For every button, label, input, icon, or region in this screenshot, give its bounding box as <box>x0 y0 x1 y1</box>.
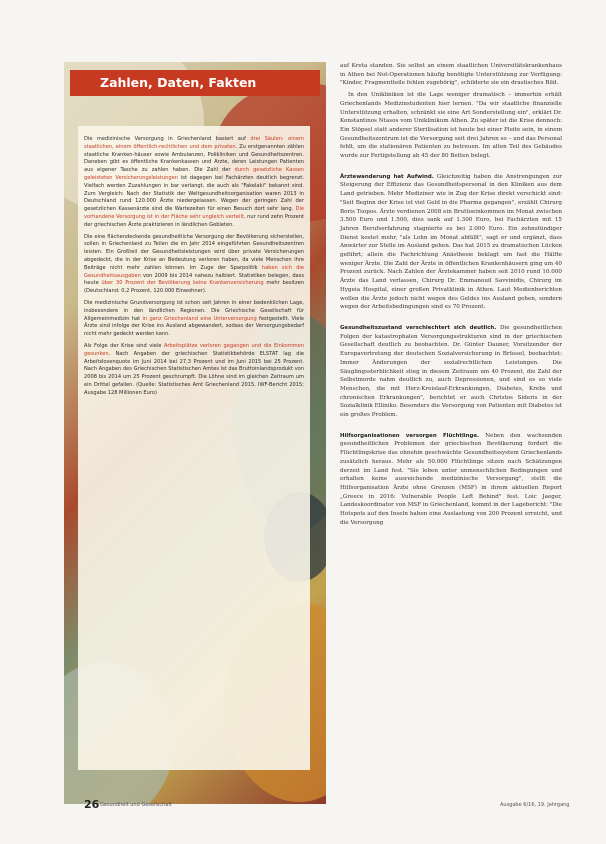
highlighted-text: Die vorhandene Versorgung ist in der Fläche sehr ungleich verteilt, <box>84 206 304 220</box>
facts-text: festgestellt. Viele Ärzte sind infolge der Krise ins Ausland abgewandert, sodass der Versorgungsbedarf nicht mehr gedeckt werden kann. <box>84 315 304 338</box>
article-section <box>340 324 562 420</box>
article-section <box>340 432 562 528</box>
sidebar-title: Zahlen, Daten, Fakten <box>100 75 257 90</box>
article-paragraph: In den Unikliniken ist die Lage weniger dramatisch – immerhin erhält Griechenlands Medizinstudenten hier lernen. "Da wir staatliche finanzielle Unterstützung erhalten, schränkt sie eine Art Sonderstellung ein", erklärt Dr. Konstantinos Ntasos vom Uniklinikum Athen. Zu später ist die Krise dennoch: Ein Stöpsel statt anderer Sterilisation ist heute bei einer Pleite sein, in einem Gesundheitszentrum ist die Versorgung seit drei Jahren so – und das Personal fehlt, um die stationären Patienten zu betreuen. Im alten Teil des Gebäudes wurde zur Fertigstellung ab 45 der 80 Betten belegt. <box>340 92 562 160</box>
facts-text: nur rund zehn Prozent der griechischen Ärzte praktizieren in ländlichen Gebieten. <box>84 213 304 228</box>
highlighted-text: drei Säulen: einem staatlichen, einem öffentlich-rechtlichen und dem privaten. <box>84 136 304 150</box>
facts-text: ist dagegen bei Fachärzten deutlich begrenzt. Vielfach werden Zuzahlungen in bar verlangt, die auch als "Fakelaki" bekannt sind. Zum Vergleich: Nach der Statistik der Weltgesundheitsorganisation waren 2013 in Deutschland rund 120.000 Ärzte niedergelassen. Wegen der geringen Zahl der gesetzlichen Kassenärzte sind die Wartezeiten für einen Besuch dort sehr lang. <box>84 174 304 213</box>
facts-text: von 2009 bis 2014 nahezu halbiert. Statistiken belegen, dass heute <box>84 272 304 287</box>
facts-paragraph <box>84 300 304 339</box>
article-section <box>340 173 562 312</box>
highlighted-text: in ganz Griechenland eine Unterversorgung <box>142 315 257 322</box>
facts-box <box>78 126 310 770</box>
facts-paragraph <box>84 234 304 296</box>
facts-text: mehr besitzen (Deutschland: 0,2 Prozent, 120.000 Einwohner). <box>84 280 304 295</box>
section-heading: Ärztewanderung hat Aufwind. <box>340 173 434 180</box>
page-footer <box>0 798 606 812</box>
highlighted-text: haben sich die Gesundheitsausgaben <box>84 264 304 279</box>
article-paragraph: auf Kreta standen. Sie selbst an einem staatlichen Universitätskrankenhaus in Athen bei Not-Operationen häufig benötigte Unterstützung zur Verfügung: "Kinder, Fragmentteile fehlen zugehörig", schilderte sie ein drastisches Bild. <box>340 63 562 87</box>
facts-text: . Nach Angaben der griechischen Statistikbehörde ELSTAT lag die Arbeitslosenquote im Juni 2014 bei 27,3 Prozent und im Juni 2015 bei 25 Prozent. Nach Angaben des Griechischen Statistischen Amtes ist das Bruttoinlandsprodukt von 2008 bis 2014 um 25 Prozent geschrumpft. Die Löhne sind im gleichen Zeitraum um ein Drittel gefallen. (Quelle: Statistisches Amt Griechenland 2015, IWF-Bericht 2015; Ausgabe 128 Millionen Euro) <box>84 350 304 396</box>
facts-paragraph <box>84 343 304 398</box>
page-number: 26 <box>84 798 100 811</box>
facts-text: Die eine flächendeckende gesundheitliche Versorgung der Bevölkerung sicherstellen, sollen in Griechenland zu Teilen die im Jahr 2014 eingeführten Gesundheitszentren leisten. Ein Großteil der Gesundheitsleistungen wird über private Versicherungen abgedeckt, die in der Krise an Bedeutung verloren haben, da viele Menschen ihre Beiträge nicht mehr zahlen können. Im Zuge der Sparpolitik <box>84 233 304 271</box>
section-spacer <box>340 315 562 324</box>
issue-info: Ausgabe 6/16, 19. Jahrgang <box>500 802 570 808</box>
highlighted-text: Arbeitsplätze verloren gegangen und die Einkommen gesunken <box>84 342 304 357</box>
section-text: Neben den wachsenden gesundheitlichen Problemen der griechischen Bevölkerung fordert die Flüchtlingskrise das ohnehin geschwächte Gesundheitssystem Griechenlands zusätzlich heraus. Mehr als 50.000 Flüchtlinge sitzen nach Schätzungen derzeit im Land fest. "Sie leben unter unmenschlichen Bedingungen und erhalten keine ausreichende medizinische Versorgung", stellt die Hilfsorganisation Ärzte ohne Grenzen (MSF) in ihrem aktuellen Report „Greece in 2016: Vulnerable People Left Behind" fest. Loic Jaeger, Landeskoordinator von MSF in Griechenland, kommt in der Lagebericht: "Die Hotspots auf den Inseln haben eine Auslastung von 200 Prozent erreicht, und die Versorgung <box>340 432 562 526</box>
article-column <box>340 62 562 530</box>
facts-text: Als Folge der Krise sind viele <box>84 342 164 349</box>
sidebar-title-bar <box>70 70 320 96</box>
section-text: Die gesundheitlichen Folgen der katastrophalen Versorgungsstrukturen sind in der griechischen Gesellschaft deutlich zu beobachten. Dr. Günter Dauner, Vorsitzender der Europavertretung der deutschen Sozialversicherung in Brüssel, beobachtet: Immer Änderungen der sozialrechtlichen Leistungen. Die Säuglingssterblichkeit stieg in diesem Zeitraum um 40 Prozent, die Zahl der Selbstmorde nahm deutlich zu, auch Depressionen, und sind es so viele Menschen, die mit Herz-Kreislauf-Erkrankungen, Diabetes, Krebs und chronischen Erkrankungen", berichtet er auch Christos Sideris in der Sozialklinik Elliniko. Besonders die Versorgung von Patienten mit Diabetes ist ein großes Problem. <box>340 324 562 419</box>
section-spacer <box>340 164 562 173</box>
facts-text: Die medizinische Grundversorgung ist schon seit Jahren in einer bedenklichen Lage, insbesondere in den ländlichen Regionen. Die Griechische Gesellschaft für Allgemeinmedizin hat <box>84 299 304 322</box>
highlighted-text: durch gesetzliche Kassen geleisteten Versicherungsleistungen <box>84 167 304 181</box>
highlighted-text: über 30 Prozent der Bevölkerung keine Krankenversicherung <box>101 280 264 287</box>
section-heading: Hilfsorganisationen versorgen Flüchtlinge. <box>340 432 480 439</box>
facts-paragraph <box>84 136 304 230</box>
section-heading: Gesundheitszustand verschlechtert sich deutlich. <box>340 324 497 331</box>
publication-name: Gesundheit und Gesellschaft <box>100 802 172 808</box>
section-text: Gleichzeitig haben die Anstrengungen zur Steigerung der Effizienz das Gesundheitspersonal in den Kliniken aus dem Land getrieben. Mehr Mediziner wie in Zug der Krise direkt verschickt sind: "Seit Beginn der Krise ist viel Geld in die Pharma gegangen", erzählt Chirurg Boris Tsopos. Ärzte verdienen 2008 ein Bruttoeinkommen im Monat zwischen 3.500 Euro und 1.500, dies sank auf 1.300 Euro, bei Fachärzten mit 15 Jahren Berufserfahrung stagnierte es bei 2.000 Euro. Ein zehnstündiger Dienst kostet mehr, "als Lohn im Monat abfällt", sagt er und ergänzt, dass Anwärter zur Stelle im Ausland gehen. Das hat 2015 zu dramatischen Lücken geführt; allein die Fachrichtung Anästhesie beklagt um fast die Hälfte weniger Ärzte. Die Zahl der Ärzte in öffentlichen Krankenhäusern ging um 40 Prozent zurück. Nach Zahlen der Ärztekammer haben seit 2010 rund 10.000 Ärzte das Land verlassen, Chirurg Dr. Emmanouil Savvinidis, Chirurg im Hygeia Hospital, einer großen Privatklinik in Athen. Laut Medienberichten wollen die Ärzte jedoch nicht wegen des Geldes ins Ausland gehen, sondern wegen der Arbeitsbedingungen sind es 70 Prozent. <box>340 173 562 311</box>
facts-text: Die medizinische Versorgung in Griechenland basiert auf <box>84 136 251 142</box>
section-spacer <box>340 423 562 432</box>
facts-text: Zu erstgenannten zählen staatliche Kranken-häuser sowie Ambulanzen, Polikliniken und Gesundheitszentren. Daneben gibt es öffentliche Krankenkassen und Arzte, deren Leistungen Patienten aus eigener Tasche zu zahlen haben. Die Zahl der <box>84 143 305 174</box>
